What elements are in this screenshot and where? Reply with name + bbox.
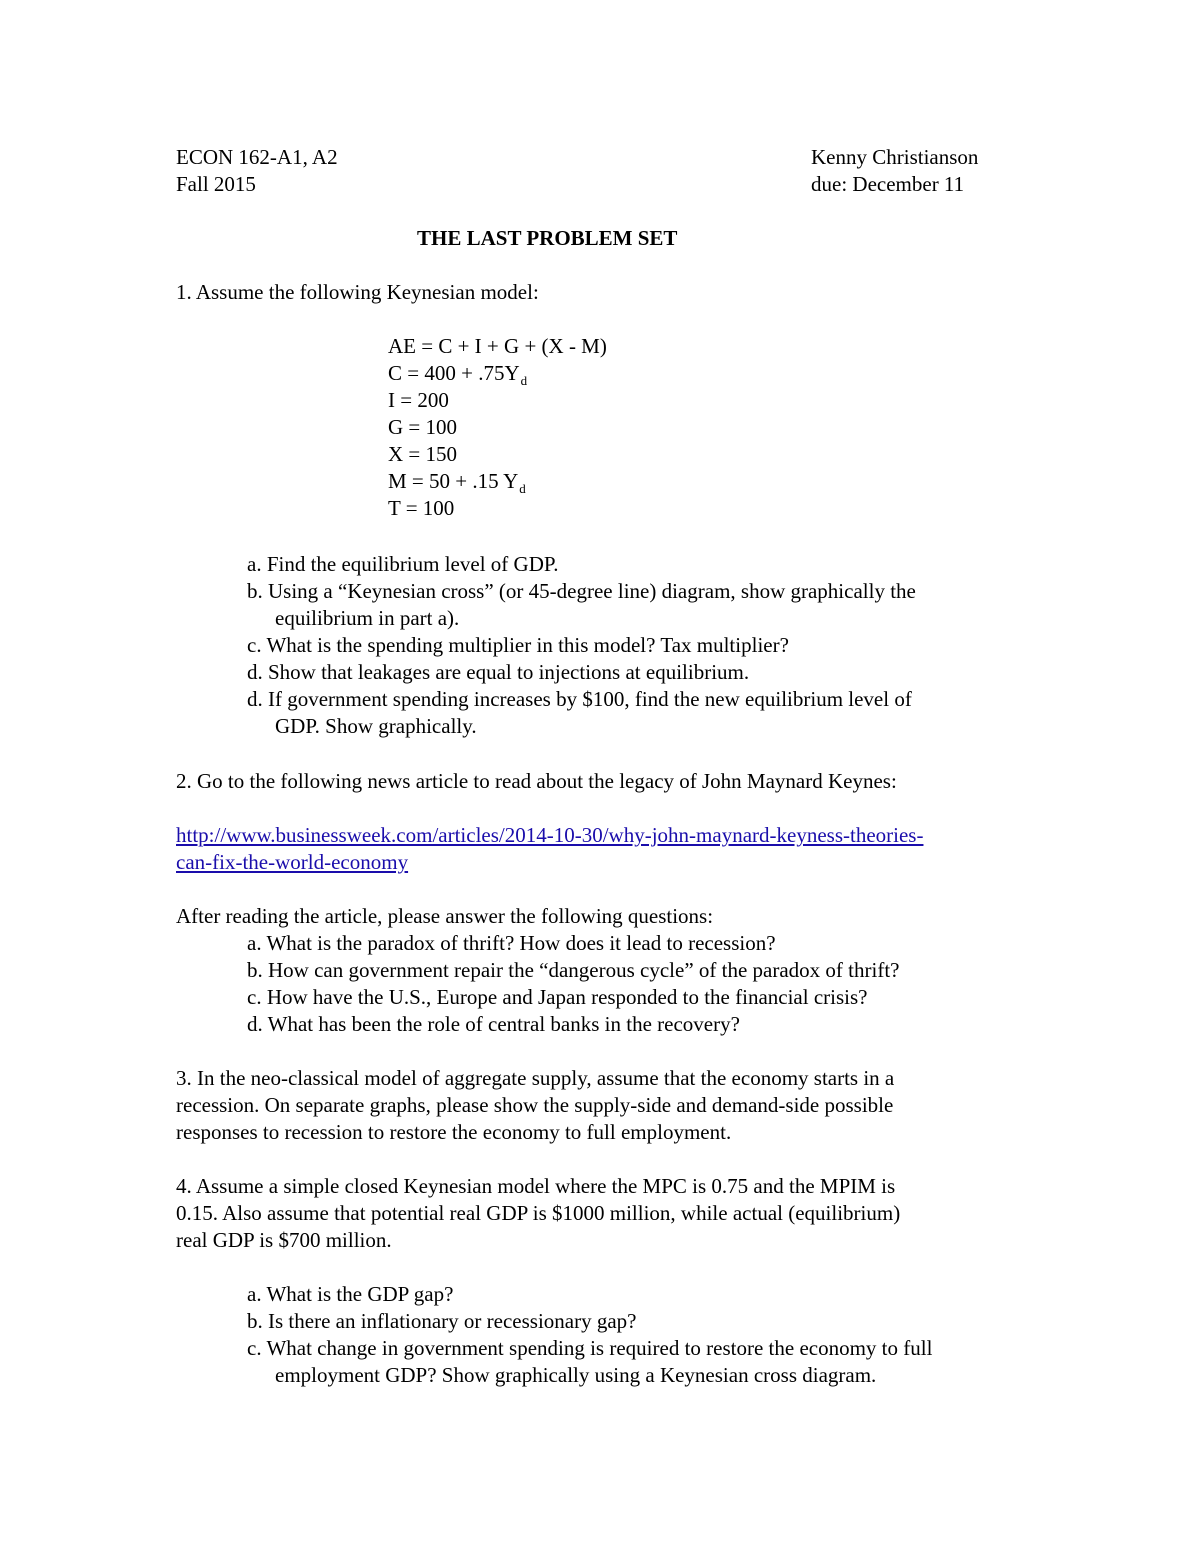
q2-part-b: b. How can government repair the “dangerous cycle” of the paradox of thrift? bbox=[247, 958, 900, 982]
eq-m bbox=[388, 469, 526, 496]
eq-c-text: C = 400 + .75Y bbox=[388, 361, 520, 385]
eq-x: X = 150 bbox=[388, 442, 458, 466]
q4-part-b: b. Is there an inflationary or recessionary gap? bbox=[247, 1309, 637, 1333]
q2-part-d: d. What has been the role of central banks in the recovery? bbox=[247, 1012, 740, 1036]
q2-intro: 2. Go to the following news article to read about the legacy of John Maynard Keynes: bbox=[176, 769, 897, 793]
q4-part-c: c. What change in government spending is required to restore the economy to full bbox=[247, 1336, 933, 1360]
q1-part-b-cont: equilibrium in part a). bbox=[275, 606, 460, 630]
q1-part-c: c. What is the spending multiplier in this model? Tax multiplier? bbox=[247, 633, 789, 657]
eq-c bbox=[388, 361, 527, 388]
course-code: ECON 162-A1, A2 bbox=[176, 145, 338, 169]
q4-part-a: a. What is the GDP gap? bbox=[247, 1282, 454, 1306]
q1-part-e: d. If government spending increases by $100, find the new equilibrium level of bbox=[247, 687, 912, 711]
q1-intro: 1. Assume the following Keynesian model: bbox=[176, 280, 539, 304]
eq-m-subscript: d bbox=[519, 481, 526, 496]
eq-t: T = 100 bbox=[388, 496, 455, 520]
q1-part-a: a. Find the equilibrium level of GDP. bbox=[247, 552, 559, 576]
eq-i: I = 200 bbox=[388, 388, 449, 412]
eq-m-text: M = 50 + .15 Y bbox=[388, 469, 519, 493]
q3-line-1: 3. In the neo-classical model of aggregate supply, assume that the economy starts in a bbox=[176, 1066, 895, 1090]
author-name: Kenny Christianson bbox=[811, 145, 979, 169]
q3-line-2: recession. On separate graphs, please show the supply-side and demand-side possible bbox=[176, 1093, 894, 1117]
eq-ae: AE = C + I + G + (X - M) bbox=[388, 334, 607, 358]
q3-line-3: responses to recession to restore the economy to full employment. bbox=[176, 1120, 732, 1144]
article-link[interactable]: http://www.businessweek.com/articles/2014-10-30/why-john-maynard-keyness-theories- bbox=[176, 823, 924, 847]
q1-part-e-cont: GDP. Show graphically. bbox=[275, 714, 477, 738]
q4-line-3: real GDP is $700 million. bbox=[176, 1228, 392, 1252]
term: Fall 2015 bbox=[176, 172, 256, 196]
q2-part-c: c. How have the U.S., Europe and Japan responded to the financial crisis? bbox=[247, 985, 868, 1009]
eq-g: G = 100 bbox=[388, 415, 458, 439]
q4-line-1: 4. Assume a simple closed Keynesian model where the MPC is 0.75 and the MPIM is bbox=[176, 1174, 896, 1198]
q2-after: After reading the article, please answer the following questions: bbox=[176, 904, 714, 928]
article-link-cont[interactable]: can-fix-the-world-economy bbox=[176, 850, 409, 874]
eq-c-subscript: d bbox=[520, 373, 528, 388]
q2-part-a: a. What is the paradox of thrift? How does it lead to recession? bbox=[247, 931, 776, 955]
q1-part-d: d. Show that leakages are equal to injections at equilibrium. bbox=[247, 660, 750, 684]
due-date: due: December 11 bbox=[811, 172, 965, 196]
q1-part-b: b. Using a “Keynesian cross” (or 45-degree line) diagram, show graphically the bbox=[247, 579, 916, 603]
q4-part-c-cont: employment GDP? Show graphically using a Keynesian cross diagram. bbox=[275, 1363, 877, 1387]
q4-line-2: 0.15. Also assume that potential real GDP is $1000 million, while actual (equilibrium) bbox=[176, 1201, 901, 1225]
page-title: THE LAST PROBLEM SET bbox=[417, 226, 678, 250]
